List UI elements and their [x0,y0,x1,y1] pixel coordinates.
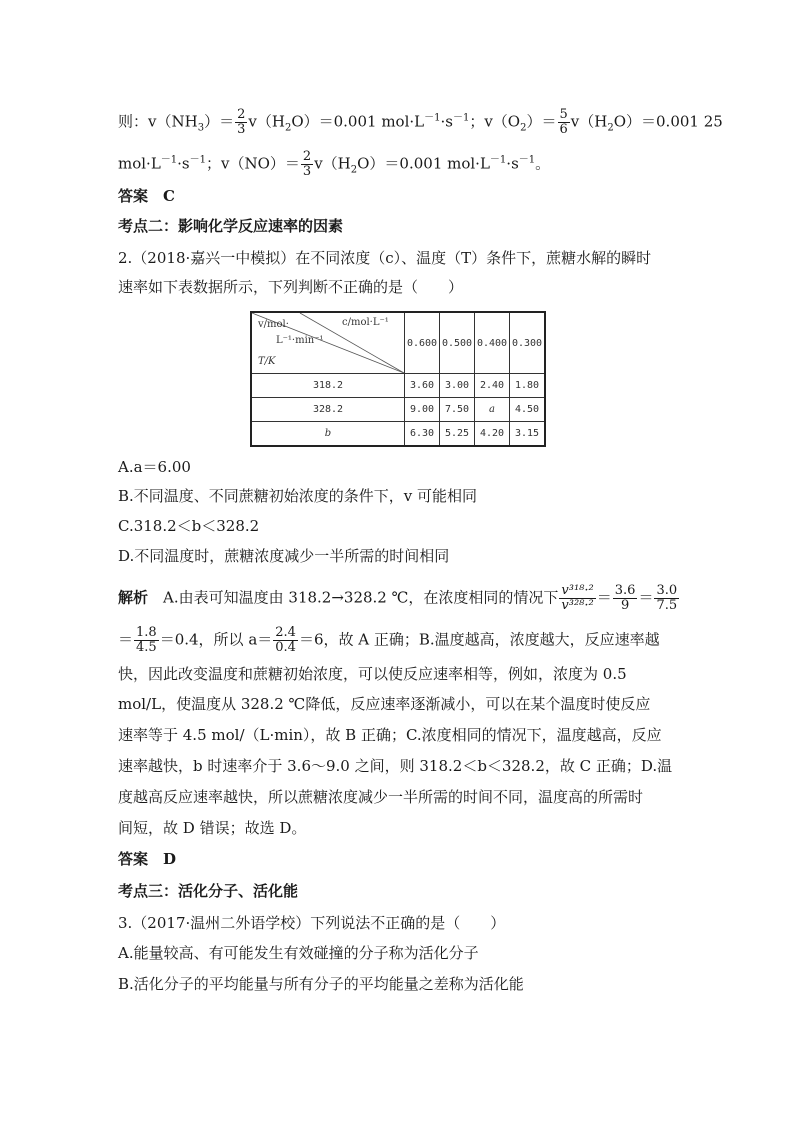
row-label: b [251,422,405,446]
fraction-2.4-0.4: $\frac{2.4}{0.4}$ [275,625,296,655]
col-header: 0.500 [440,312,475,374]
analysis-line-2: ＝ $\frac{1.8}{4.5}$ ＝0.4，所以 a＝ $\frac{2.4}{0.4}$ ＝6，故 A 正确；B.温度越高，浓度越大，反应速率越 [118,625,660,655]
q2-stem-1: 2.（2018·嘉兴一中模拟）在不同浓度（c）、温度（T）条件下，蔗糖水解的瞬时 [118,249,652,267]
fraction-2-3: $\frac{2}{3}$ [237,107,246,137]
analysis-line-6: 速率越快，b 时速率介于 3.6～9.0 之间，则 318.2＜b＜328.2，故 C 正确；D.温 [118,757,673,775]
table-row [251,422,545,446]
table-cell: 6.30 [405,422,440,446]
table-cell: 3.00 [440,374,475,398]
table-cell: 5.25 [440,422,475,446]
q3-stem: 3.（2017·温州二外语学校）下列说法不正确的是（ ） [118,914,506,932]
section-2-heading: 考点二：影响化学反应速率的因素 [118,217,344,235]
table-cell: a [475,398,510,422]
table-cell: 1.80 [510,374,546,398]
rate-table [250,311,546,447]
analysis-line-8: 间短，故 D 错误；故选 D。 [118,819,307,837]
table-cell: 3.15 [510,422,546,446]
q3-option-b: B.活化分子的平均能量与所有分子的平均能量之差称为活化能 [118,975,524,993]
section-3-heading: 考点三：活化分子、活化能 [118,882,299,900]
q2-option-b: B.不同温度、不同蔗糖初始浓度的条件下，v 可能相同 [118,487,478,505]
table-cell: 9.00 [405,398,440,422]
table-row [251,398,545,422]
fraction-1.8-4.5: $\frac{1.8}{4.5}$ [136,625,157,655]
analysis-line-5: 速率等于 4.5 mol/（L·min），故 B 正确；C.浓度相同的情况下，温度越高，反应 [118,726,662,744]
analysis-line-3: 快，因此改变温度和蔗糖初始浓度，可以使反应速率相等，例如，浓度为 0.5 [118,665,627,683]
fraction-2-3-b: $\frac{2}{3}$ [302,149,312,179]
fraction-5-6: $\frac{5}{6}$ [559,107,568,137]
table-cell: 7.50 [440,398,475,422]
q2-stem-2: 速率如下表数据所示，下列判断不正确的是（ ） [118,278,464,296]
fraction-3.0-7.5: $\frac{3.0}{7.5}$ [656,583,678,613]
fraction-3.6-9: $\frac{3.6}{9}$ [614,583,636,613]
table-row [251,374,545,398]
calc-line-2: $mol\cdot L^{-1}\cdot s^{-1}$；v（NO）＝ $\frac{2}{3}$ $v(H_2O)=0.001$ $mol\cdot L^{-1}\cdot s^{-1}$。 [118,149,551,179]
col-header: 0.600 [405,312,440,374]
col-header: 0.300 [510,312,546,374]
answer-2: 答案 D [118,850,177,868]
table-header-row [251,312,545,374]
fraction-v-ratio: $\frac{\text{v³¹⁸·²}}{\text{v³²⁸·²}}$ [561,583,594,613]
answer-1: 答案 C [118,187,175,205]
row-label: 328.2 [251,398,405,422]
table-cell: 3.60 [405,374,440,398]
col-header: 0.400 [475,312,510,374]
diagonal-header-cell: v/mol· c/mol·L⁻¹ L⁻¹·min⁻¹ T/K [251,312,405,374]
q3-option-a: A.能量较高、有可能发生有效碰撞的分子称为活化分子 [118,944,479,962]
calc-line-1: 则：$v(NH_3)=$ $\frac{2}{3}$ $v(H_2O)=0.001$ $mol\cdot L^{-1}\cdot s^{-1}$；$v(O_2)=$ $\frac{5}{6}$ $v(H_2O)=0.001$ 25 [118,107,723,137]
table-cell: 4.50 [510,398,546,422]
table-cell: 2.40 [475,374,510,398]
q2-option-c: C.318.2＜b＜328.2 [118,517,260,535]
table-cell: 4.20 [475,422,510,446]
analysis-line-4: mol/L，使温度从 328.2 ℃降低，反应速率逐渐减小，可以在某个温度时使反应 [118,695,651,713]
analysis-line-1: 解析 A.由表可知温度由 318.2→328.2 ℃，在浓度相同的情况下 $\frac{\text{v³¹⁸·²}}{\text{v³²⁸·²}}$ ＝ $\frac{3.6}{9}$ ＝ $\frac{3.0}{7.5}$ [118,583,678,613]
row-label: 318.2 [251,374,405,398]
q2-option-a: A.a＝6.00 [118,458,191,476]
analysis-line-7: 度越高反应速率越快，所以蔗糖浓度减少一半所需的时间不同，温度高的所需时 [118,788,644,806]
q2-option-d: D.不同温度时，蔗糖浓度减少一半所需的时间相同 [118,547,450,565]
